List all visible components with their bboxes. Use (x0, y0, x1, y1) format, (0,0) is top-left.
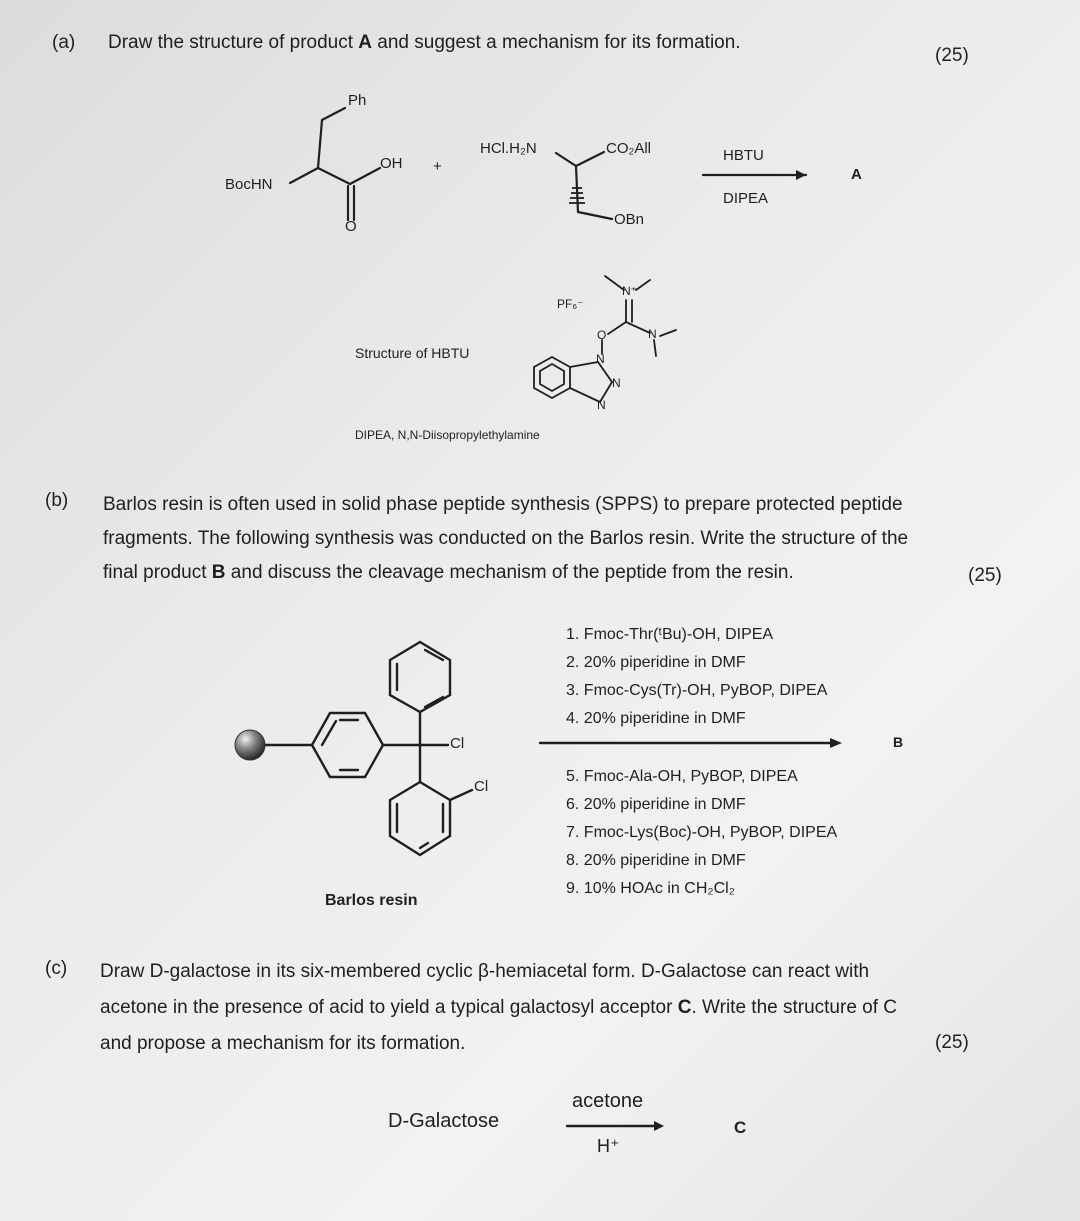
step-6: 6. 20% piperidine in DMF (566, 796, 746, 813)
part-c-line2 (100, 990, 1020, 1026)
product-a: A (851, 166, 862, 183)
part-a-prompt-before: Draw the structure of product (108, 32, 359, 53)
part-b-line3-before: final product (103, 562, 212, 583)
step-9: 9. 10% HOAc in CH₂Cl₂ (566, 880, 735, 897)
resin-caption: Barlos resin (325, 892, 418, 909)
label-allyl-ester: CO₂All (606, 140, 651, 157)
label-amine-salt: HCl.H₂N (480, 140, 537, 157)
hbtu-n3: N (597, 398, 606, 412)
reactant-d-galactose: D-Galactose (388, 1110, 500, 1132)
label-bochn: BocHN (225, 176, 273, 193)
resin-bead-icon (235, 730, 265, 760)
step-2: 2. 20% piperidine in DMF (566, 654, 746, 671)
label-ph: Ph (348, 92, 367, 109)
part-a-label: (a) (52, 32, 76, 53)
part-c-marks: (25) (935, 1032, 969, 1053)
part-a-prompt-after: and suggest a mechanism for its formation. (372, 32, 741, 53)
label-cl-1: Cl (450, 735, 465, 752)
hbtu-n2: N (612, 376, 621, 390)
part-b-line3-bold: B (211, 562, 226, 583)
step-4: 4. 20% piperidine in DMF (566, 710, 746, 727)
reagent-acid: H⁺ (597, 1136, 620, 1156)
part-b-line3-after: and discuss the cleavage mechanism of the peptide from the resin. (225, 562, 794, 583)
part-c-line2-bold: C (677, 997, 692, 1018)
step-3: 3. Fmoc-Cys(Tr)-OH, PyBOP, DIPEA (566, 682, 828, 699)
label-cl-2: Cl (474, 778, 489, 795)
part-b-line3 (103, 556, 1023, 590)
part-b-line2: fragments. The following synthesis was conducted on the Barlos resin. Write the structure of the (103, 528, 909, 549)
label-carbonyl-o: O (345, 218, 357, 235)
dipea-note: DIPEA, N,N-Diisopropylethylamine (355, 428, 540, 442)
hbtu-o: O (597, 328, 607, 342)
hbtu-n-plus: N⁺ (622, 284, 637, 298)
reagent-acetone: acetone (572, 1090, 644, 1112)
reagent-hbtu: HBTU (723, 147, 764, 164)
step-7: 7. Fmoc-Lys(Boc)-OH, PyBOP, DIPEA (566, 824, 838, 841)
part-c-line3: and propose a mechanism for its formation. (100, 1033, 466, 1054)
label-oh: OH (380, 155, 403, 172)
hbtu-caption: Structure of HBTU (355, 345, 470, 361)
reagent-dipea: DIPEA (723, 190, 769, 207)
plus-sign: + (433, 158, 442, 175)
label-obn: OBn (614, 211, 645, 228)
step-1: 1. Fmoc-Thr(ᵗBu)-OH, DIPEA (566, 626, 774, 643)
part-a-marks: (25) (935, 45, 969, 66)
part-c-prompt (100, 954, 1020, 1062)
hbtu-n1: N (596, 352, 605, 366)
part-c-label: (c) (45, 958, 68, 979)
step-8: 8. 20% piperidine in DMF (566, 852, 746, 869)
hbtu-n-right: N (648, 327, 657, 341)
part-c-line2-after: . Write the structure of C (691, 997, 898, 1018)
part-c-line2-before: acetone in the presence of acid to yield a typical galactosyl acceptor (100, 997, 678, 1018)
product-b: B (893, 734, 904, 750)
step-5: 5. Fmoc-Ala-OH, PyBOP, DIPEA (566, 768, 798, 785)
part-b-label: (b) (45, 490, 69, 511)
part-b-marks: (25) (968, 565, 1002, 586)
part-a-prompt-bold: A (358, 32, 373, 53)
hbtu-pf6: PF₆⁻ (557, 297, 584, 311)
part-c-line1: Draw D-galactose in its six-membered cyclic β-hemiacetal form. D-Galactose can react with (100, 961, 870, 982)
part-b-line1: Barlos resin is often used in solid phase peptide synthesis (SPPS) to prepare protected peptide (103, 494, 903, 515)
part-b-prompt (103, 488, 1023, 590)
product-c: C (734, 1118, 747, 1137)
